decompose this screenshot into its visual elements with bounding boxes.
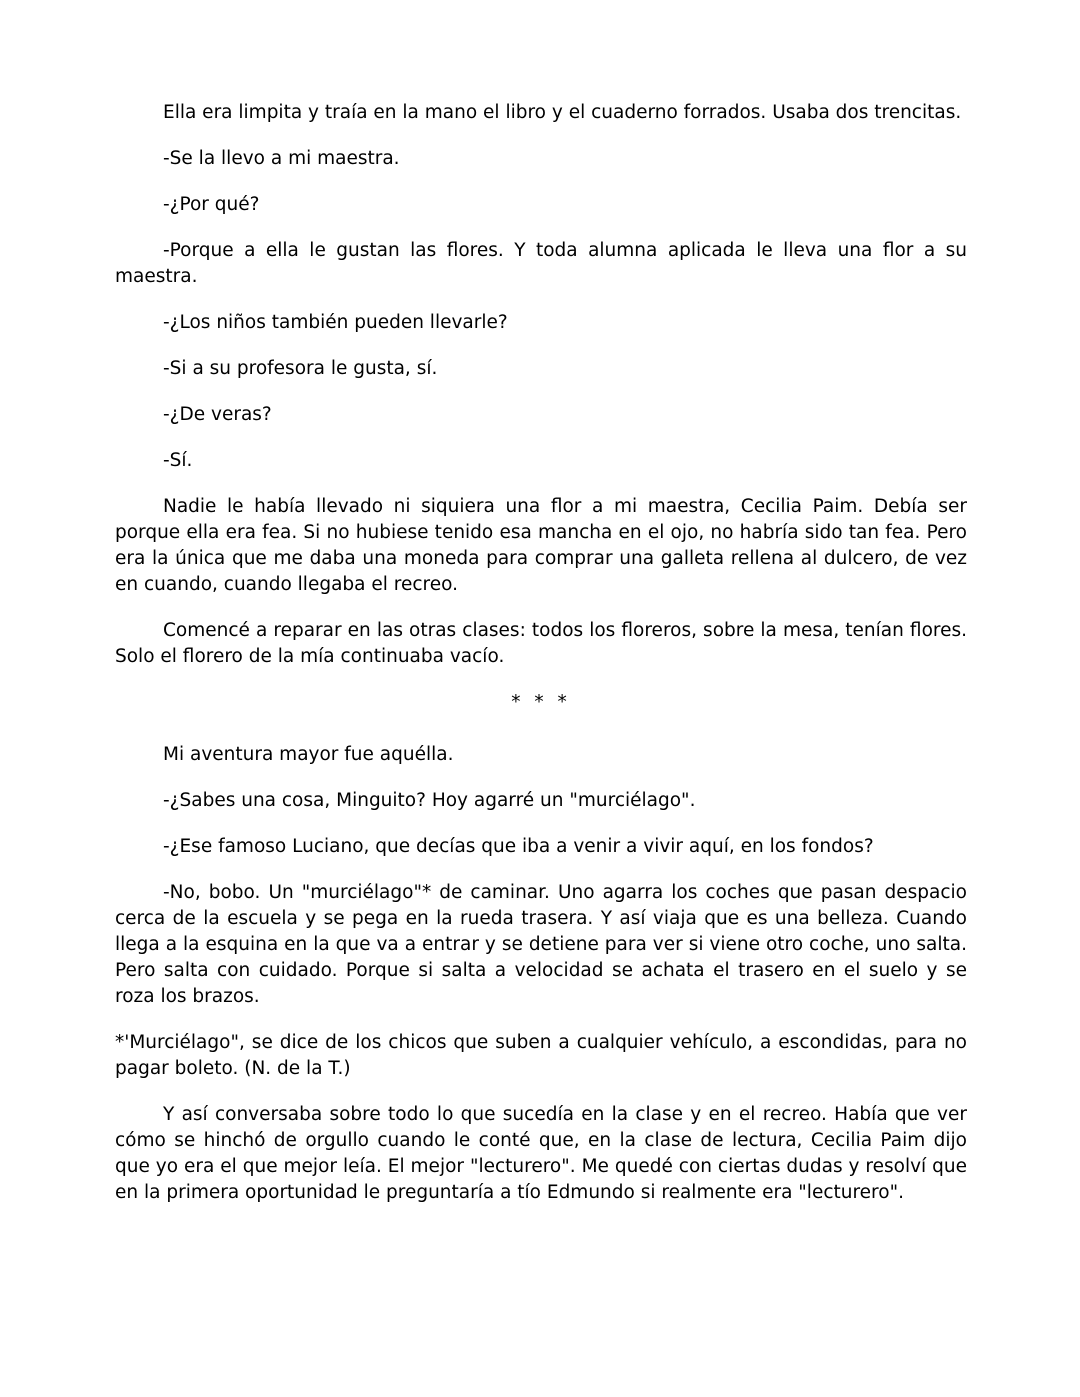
paragraph: -¿De veras? — [163, 404, 272, 425]
paragraph: -Se la llevo a mi maestra. — [163, 148, 400, 169]
paragraph: -¿Por qué? — [163, 194, 260, 215]
section-separator: * * * — [511, 692, 571, 713]
text-body — [115, 100, 967, 1206]
paragraph: Ella era limpita y traía en la mano el libro y el cuaderno forrados. Usaba dos trencitas. — [163, 102, 962, 123]
footnote-paragraph: *'Murciélago", se dice de los chicos que suben a cualquier vehículo, a escondidas, para no pagar boleto. (N. de la T.) — [115, 1032, 967, 1079]
paragraph: -Porque a ella le gustan las flores. Y toda alumna aplicada le lleva una flor a su maestra. — [115, 240, 967, 287]
paragraph: -Si a su profesora le gusta, sí. — [163, 358, 438, 379]
paragraph: Comencé a reparar en las otras clases: todos los floreros, sobre la mesa, tenían flores. Solo el florero de la mía continuaba vacío. — [115, 620, 967, 667]
paragraph: -No, bobo. Un "murciélago"* de caminar. Uno agarra los coches que pasan despacio cerca de la escuela y se pega en la rueda trasera. Y así viaja que es una belleza. Cuando llega a la esquina en la que va a entrar y se detiene para ver si viene otro coche, uno salta. Pero salta con cuidado. Porque si salta a velocidad se achata el trasero en el suelo y se roza los brazos. — [115, 882, 967, 1007]
paragraph: Nadie le había llevado ni siquiera una flor a mi maestra, Cecilia Paim. Debía ser porque ella era fea. Si no hubiese tenido esa mancha en el ojo, no habría sido tan fea. Pero era la única que me daba una moneda para comprar una galleta rellena al dulcero, de vez en cuando, cuando llegaba el recreo. — [115, 496, 967, 595]
paragraph: -¿Ese famoso Luciano, que decías que iba a venir a vivir aquí, en los fondos? — [163, 836, 874, 857]
paragraph: Mi aventura mayor fue aquélla. — [163, 744, 454, 765]
paragraph: Y así conversaba sobre todo lo que sucedía en la clase y en el recreo. Había que ver cómo se hinchó de orgullo cuando le conté que, en la clase de lectura, Cecilia Paim dijo que yo era el que mejor leía. El mejor "lecturero". Me quedé con ciertas dudas y resolví que en la primera oportunidad le preguntaría a tío Edmundo si realmente era "lecturero". — [115, 1104, 967, 1203]
paragraph: -¿Sabes una cosa, Minguito? Hoy agarré un "murciélago". — [163, 790, 696, 811]
paragraph: -Sí. — [163, 450, 193, 471]
paragraph: -¿Los niños también pueden llevarle? — [163, 312, 508, 333]
